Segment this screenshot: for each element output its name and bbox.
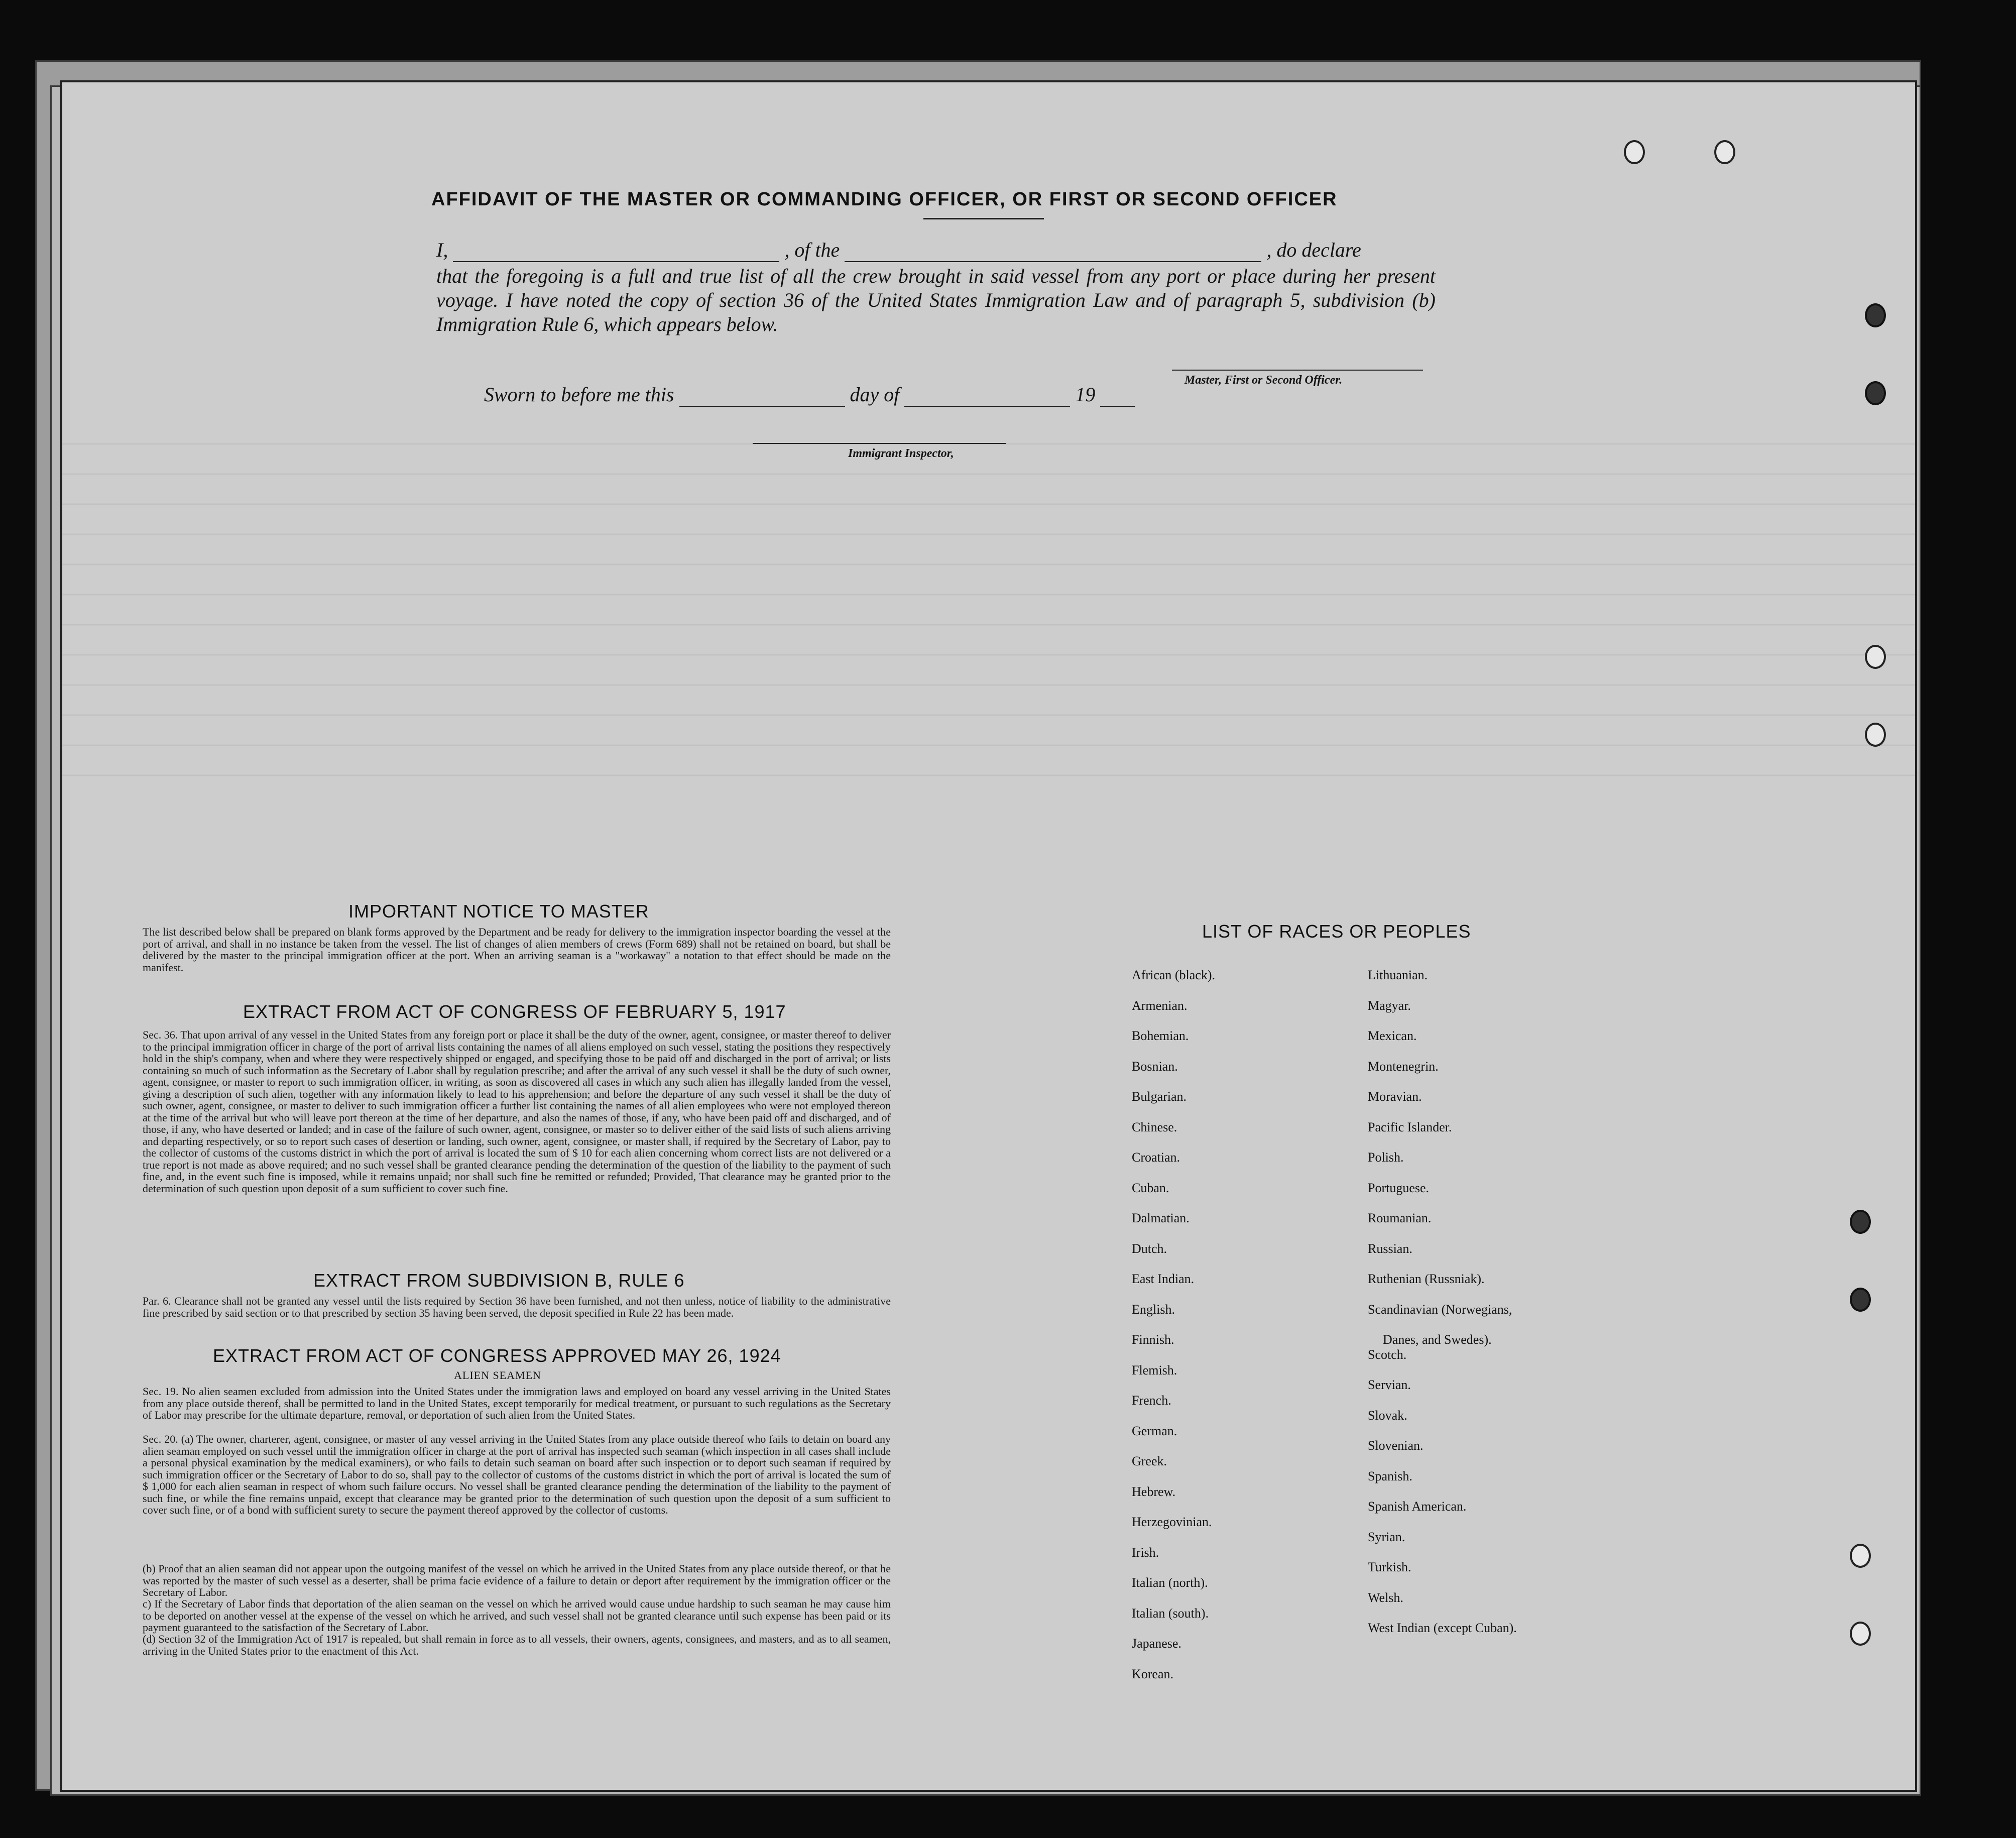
declaration-line [436,238,1436,262]
race-item: Japanese. [1132,1636,1181,1651]
day-blank[interactable] [679,388,845,407]
extract-1917-title: EXTRACT FROM ACT OF CONGRESS OF FEBRUARY 5, 1917 [243,1001,786,1022]
race-item: Roumanian. [1368,1211,1432,1225]
sworn-label: Sworn to before me this [484,383,674,406]
races-right-column [1368,960,1517,1644]
binder-hole-icon [1714,140,1735,164]
master-signature-label: Master, First or Second Officer. [1184,374,1343,387]
races-title: LIST OF RACES OR PEOPLES [1202,921,1471,942]
binder-hole-icon [1850,1544,1871,1568]
master-signature-line [1172,370,1423,371]
alien-seamen-subtitle: ALIEN SEAMEN [454,1369,541,1382]
race-item: Italian (north). [1132,1575,1208,1590]
race-item: Armenian. [1132,998,1188,1013]
race-item: Bohemian. [1132,1028,1189,1043]
binder-hole-icon [1850,1288,1871,1312]
binder-hole-icon [1850,1210,1871,1234]
race-item: Spanish American. [1368,1499,1467,1514]
race-item: East Indian. [1132,1272,1195,1286]
binder-hole-icon [1865,303,1886,327]
race-item: Portuguese. [1368,1180,1430,1195]
sworn-line [484,383,1187,407]
vessel-blank[interactable] [845,243,1261,262]
extract-rule6-title: EXTRACT FROM SUBDIVISION B, RULE 6 [313,1270,685,1291]
inspector-signature-line [753,443,1006,444]
race-item: Greek. [1132,1454,1167,1468]
extract-1924-sec20d: (d) Section 32 of the Immigration Act of 1917 is repealed, but shall remain in force as to all vessels, their owners, agents, consignees, and masters, and as to all seamen, arriving in the United States prior to the enactment of this Act. [143,1633,891,1657]
race-item: Dalmatian. [1132,1211,1190,1225]
extract-1924-title: EXTRACT FROM ACT OF CONGRESS APPROVED MAY 26, 1924 [213,1345,781,1366]
race-item: Lithuanian. [1368,968,1428,982]
race-item: Herzegovinian. [1132,1515,1212,1529]
extract-1924-sec20c: c) If the Secretary of Labor finds that deportation of the alien seaman on the vessel on which he arrived would cause undue hardship to such seaman he may cause him to be deported on another vessel at the expense of the vessel on which he arrived, and such vessel shall not be granted clearance until such expense has been paid or its payment guaranteed to the satisfaction of the Secretary of Labor. [143,1597,891,1634]
race-item: Moravian. [1368,1089,1422,1104]
race-item: African (black). [1132,968,1216,982]
race-item-line1: Scandinavian (Norwegians, [1368,1302,1512,1317]
race-item: Welsh. [1368,1590,1403,1605]
race-item: Slovak. [1368,1408,1407,1423]
race-item: Slovenian. [1368,1438,1424,1453]
binder-hole-icon [1624,140,1645,164]
notice-text: The list described below shall be prepared on blank forms approved by the Department and be ready for delivery to the immigration inspector boarding the vessel at the port of arrival, and shall in no instance be taken from the vessel. The list of changes of alien members of crews (Form 689) shall not be retained on board, but shall be delivered by the master to the principal immigration officer at the port. When an arriving seaman is a "workaway" a notation to that effect should be made on the manifest. [143,926,891,974]
race-item: Montenegrin. [1368,1059,1439,1074]
race-item: Bosnian. [1132,1059,1178,1074]
race-item: Italian (south). [1132,1605,1209,1621]
do-declare-label: , do declare [1266,239,1361,261]
race-item: French. [1132,1393,1171,1408]
race-item: Pacific Islander. [1368,1119,1452,1134]
race-item: Turkish. [1368,1560,1411,1574]
name-blank[interactable] [453,243,779,262]
race-item: Bulgarian. [1132,1089,1187,1104]
day-of-label: day of [850,383,900,406]
affidavit-title: AFFIDAVIT OF THE MASTER OR COMMANDING OFFICER, OR FIRST OR SECOND OFFICER [431,189,1338,210]
race-item-line2: Danes, and Swedes). [1383,1332,1492,1347]
year-blank[interactable] [1100,388,1135,407]
binder-hole-icon [1865,381,1886,405]
race-item: Hebrew. [1132,1484,1176,1499]
race-item: Mexican. [1368,1028,1417,1043]
race-item: Flemish. [1132,1362,1177,1377]
race-item [1368,1295,1517,1347]
race-item: Scotch. [1368,1347,1407,1362]
extract-rule6-text: Par. 6. Clearance shall not be granted any vessel until the lists required by Section 36 have been furnished, and not then unless, notice of liability to the administrative fine prescribed by said section or to that prescribed by section 35 having been served, the deposit specified in Rule 22 has been made. [143,1295,891,1319]
race-item: English. [1132,1302,1175,1317]
binder-hole-icon [1865,645,1886,669]
race-item: Chinese. [1132,1119,1177,1134]
race-item: Ruthenian (Russniak). [1368,1272,1485,1286]
races-left-column [1132,960,1215,1689]
extract-1924-sec20b: (b) Proof that an alien seaman did not appear upon the outgoing manifest of the vessel on which he arrived in the United States from any place outside thereof, or that he was reported by the master of such vessel as a deserter, shall be prima facie evidence of a failure to detain or deport after requirement by the immigration officer or the Secretary of Labor. [143,1562,891,1598]
binder-hole-icon [1865,723,1886,747]
i-label: I, [436,239,448,261]
race-item: Cuban. [1132,1180,1169,1195]
race-item: West Indian (except Cuban). [1368,1621,1517,1635]
race-item: Spanish. [1368,1468,1412,1483]
extract-1917-text: Sec. 36. That upon arrival of any vessel in the United States from any foreign port or place it shall be the duty of the owner, agent, consignee, or master thereof to deliver to the principal immigration officer in charge of the port of arrival lists containing the names of all aliens employed on such vessel, stating the positions they respectively hold in the ship's company, when and where they were respectively shipped or engaged, and specifying those to be paid off and discharged in the port of arrival; or lists containing so much of such information as the Secretary of Labor shall by regulation prescribe; and after the arrival of any such vessel it shall be the duty of such owner, agent, consignee, or master to report to such immigration officer, in writing, as soon as discovered all cases in which any such alien has illegally landed from the vessel, giving a description of such alien, together with any information likely to lead to his apprehension; and before the departure of any such vessel it shall be the duty of such owner, agent, consignee, or master to deliver to such immigration officer a further list containing the names of all alien employees who were not employed thereon at the time of the arrival but who will leave port thereon at the time of her departure, and also the names of those, if any, who have been paid off and discharged, and of those, if any, who have deserted or landed; and in case of the failure of such owner, agent, consignee, or master so to deliver either of the said lists of such aliens arriving and departing respectively, or so to report such cases of desertion or landing, such owner, agent, consignee, or master shall, if required by the Secretary of Labor, pay to the collector of customs of the customs district in which the port of arrival is located the sum of $ 10 for each alien concerning whom correct lists are not delivered or a true report is not made as above required; and no such vessel shall be granted clearance pending the determination of the question of the liability to the payment of such fine, and, in the event such fine is imposed, while it remains unpaid; nor shall such fine be remitted or refunded; Provided, That clearance may be granted prior to the determination of such question upon deposit of a sum sufficient to cover such fine. [143,1028,891,1195]
notice-title: IMPORTANT NOTICE TO MASTER [348,901,649,922]
race-item: German. [1132,1423,1177,1438]
race-item: Polish. [1368,1150,1404,1165]
binder-hole-icon [1850,1622,1871,1646]
race-item: Croatian. [1132,1150,1180,1165]
race-item: Korean. [1132,1666,1174,1681]
extract-1924-sec19: Sec. 19. No alien seamen excluded from admission into the United States under the immigration laws and employed on board any vessel arriving in the United States from any place outside thereof, shall be permitted to land in the United States, except temporarily for medical treatment, or pursuant to such regulations as the Secretary of Labor may prescribe for the ultimate departure, removal, or deportation of such alien from the United States. [143,1385,891,1421]
race-item: Syrian. [1368,1529,1405,1544]
extract-1924-sec20: Sec. 20. (a) The owner, charterer, agent, consignee, or master of any vessel arriving in the United States from any place outside thereof who fails to detain on board any alien seaman employed on such vessel until the immigration officer in charge at the port of arrival has inspected such seaman (which inspection in all cases shall include a personal physical examination by the medical examiners), or who fails to detain such seaman on board after such inspection or to deport such seaman if required by such immigration officer or the Secretary of Labor to do so, shall pay to the collector of customs of the customs district in which the port of arrival is located the sum of $ 1,000 for each alien seaman in respect of whom such failure occurs. No vessel shall be granted clearance pending the determination of the liability to the payment of such fine, or while the fine remains unpaid, except that clearance may be granted prior to the determination of such question upon the deposit of a sum sufficient to cover such fine, or of a bond with sufficient surety to secure the payment thereof approved by the collector of customs. [143,1433,891,1516]
title-underline [923,218,1044,219]
race-item: Dutch. [1132,1241,1167,1256]
inspector-label: Immigrant Inspector, [848,447,954,460]
race-item: Finnish. [1132,1332,1174,1347]
race-item: Servian. [1368,1377,1411,1392]
race-item: Russian. [1368,1241,1412,1256]
of-the-label: , of the [784,239,840,261]
month-blank[interactable] [904,388,1070,407]
manifest-page [60,80,1917,1792]
declaration-body: that the foregoing is a full and true list of all the crew brought in said vessel from any port or place during her present voyage. I have noted the copy of section 36 of the United States Immigration Law and of paragraph 5, subdivision (b) Immigration Rule 6, which appears below. [436,265,1436,335]
race-item: Irish. [1132,1545,1159,1560]
race-item: Magyar. [1368,998,1411,1013]
year-prefix: 19 [1075,383,1096,406]
